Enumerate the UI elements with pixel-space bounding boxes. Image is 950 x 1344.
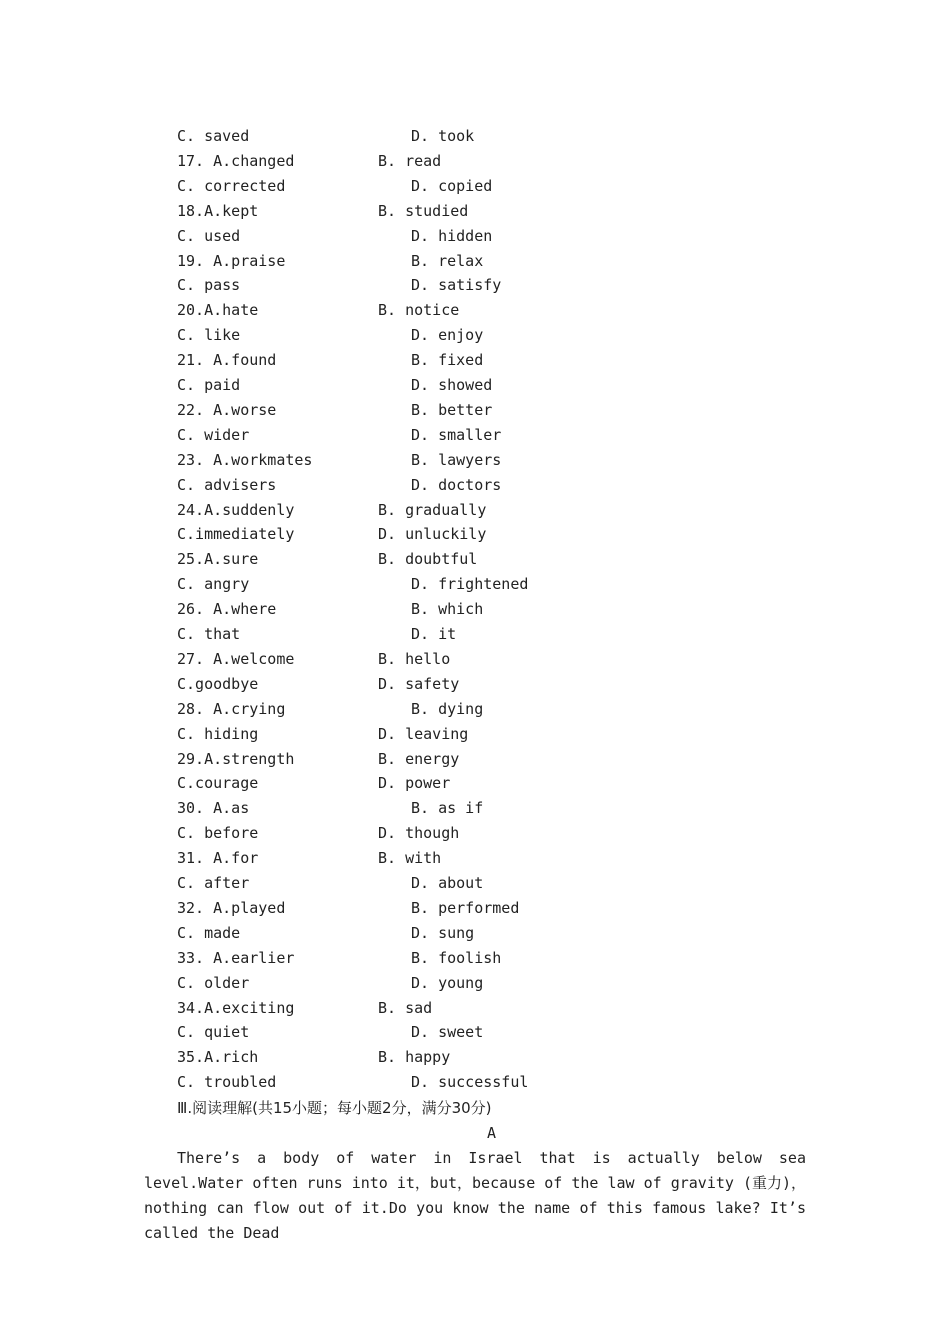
option-right: B. relax (411, 251, 484, 270)
option-left: C. advisers (177, 475, 277, 494)
option-left: C. used (177, 226, 241, 245)
option-right: D. sung (411, 923, 475, 942)
option-right: D. hidden (411, 226, 493, 245)
option-right: B. hello (378, 649, 451, 668)
option-left: C. that (177, 625, 241, 643)
option-left: 29.A.strength (177, 749, 295, 768)
option-right: B. gradually (378, 500, 487, 519)
option-right: B. better (411, 400, 493, 419)
option-left: 22. A.worse (177, 400, 277, 419)
option-left: 28. A.crying (177, 699, 286, 718)
option-left: 34.A.exciting (177, 998, 295, 1017)
option-right: D. it (411, 625, 457, 643)
option-right: D. unluckily (378, 525, 487, 544)
option-left: 27. A.welcome (177, 649, 295, 668)
option-right: D. copied (411, 176, 493, 195)
option-right: B. with (378, 849, 442, 868)
option-right: D. took (411, 127, 475, 145)
option-left: 31. A.for (177, 849, 259, 868)
option-left: C. before (177, 824, 259, 843)
option-left: C. pass (177, 276, 241, 295)
option-left: 25.A.sure (177, 550, 259, 569)
option-right: D. safety (378, 674, 460, 693)
option-left: C. angry (177, 575, 250, 594)
option-left: C.goodbye (177, 674, 259, 693)
option-right: B. happy (378, 1048, 451, 1067)
option-right: B. energy (378, 749, 460, 768)
option-left: C. quiet (177, 1023, 250, 1042)
passage-letter: A (487, 1124, 497, 1142)
option-right: B. as if (411, 799, 484, 818)
option-left: 24.A.suddenly (177, 500, 295, 519)
option-right: D. showed (411, 376, 493, 394)
option-right: D. sweet (411, 1023, 484, 1042)
option-right: D. doctors (411, 475, 502, 494)
option-left: 26. A.where (177, 600, 277, 619)
option-right: B. read (378, 151, 442, 170)
option-left: C. saved (177, 127, 250, 145)
option-left: 23. A.workmates (177, 450, 313, 469)
option-left: 35.A.rich (177, 1048, 259, 1067)
option-right: D. young (411, 973, 484, 992)
option-right: B. which (411, 600, 484, 619)
option-right: D. enjoy (411, 326, 484, 345)
option-left: 20.A.hate (177, 301, 259, 320)
option-right: B. sad (378, 998, 433, 1017)
option-right: B. fixed (411, 351, 484, 370)
option-right: D. power (378, 774, 451, 793)
option-right: D. leaving (378, 724, 469, 743)
option-left: 18.A.kept (177, 201, 259, 220)
option-left: 17. A.changed (177, 151, 295, 170)
option-right: B. notice (378, 301, 460, 320)
option-right: B. lawyers (411, 450, 502, 469)
option-right: D. successful (411, 1073, 529, 1092)
option-right: D. smaller (411, 425, 502, 444)
option-left: C. older (177, 973, 250, 992)
option-right: D. satisfy (411, 276, 502, 295)
option-left: 21. A.found (177, 351, 277, 370)
option-left: C. made (177, 923, 241, 942)
option-right: B. doubtful (378, 550, 478, 569)
section-heading: Ⅲ.阅读理解(共15小题；每小题2分，满分30分) (177, 1099, 492, 1117)
option-left: C. after (177, 874, 250, 892)
option-right: D. though (378, 824, 460, 843)
option-right: B. performed (411, 898, 520, 917)
option-right: B. foolish (411, 948, 502, 967)
option-left: 32. A.played (177, 898, 286, 917)
option-right: D. about (411, 874, 484, 892)
option-left: C. wider (177, 425, 250, 444)
option-left: C. hiding (177, 724, 259, 743)
option-left: 19. A.praise (177, 251, 286, 270)
option-left: 33. A.earlier (177, 948, 295, 967)
option-left: C. troubled (177, 1073, 277, 1092)
option-right: B. dying (411, 699, 484, 718)
option-left: C. corrected (177, 176, 286, 195)
option-left: C.courage (177, 774, 259, 793)
option-left: 30. A.as (177, 799, 250, 818)
option-left: C.immediately (177, 525, 295, 544)
option-left: C. paid (177, 376, 241, 394)
option-right: D. frightened (411, 575, 529, 594)
passage-text: There’s a body of water in Israel that is actually below sea level.Water often runs into it，but，because of the law of gravity (重力)，nothing can flow out of it.Do you know the name of this famous lake? It’s called the Dead (144, 1149, 807, 1242)
option-left: C. like (177, 326, 241, 345)
option-right: B. studied (378, 201, 469, 220)
